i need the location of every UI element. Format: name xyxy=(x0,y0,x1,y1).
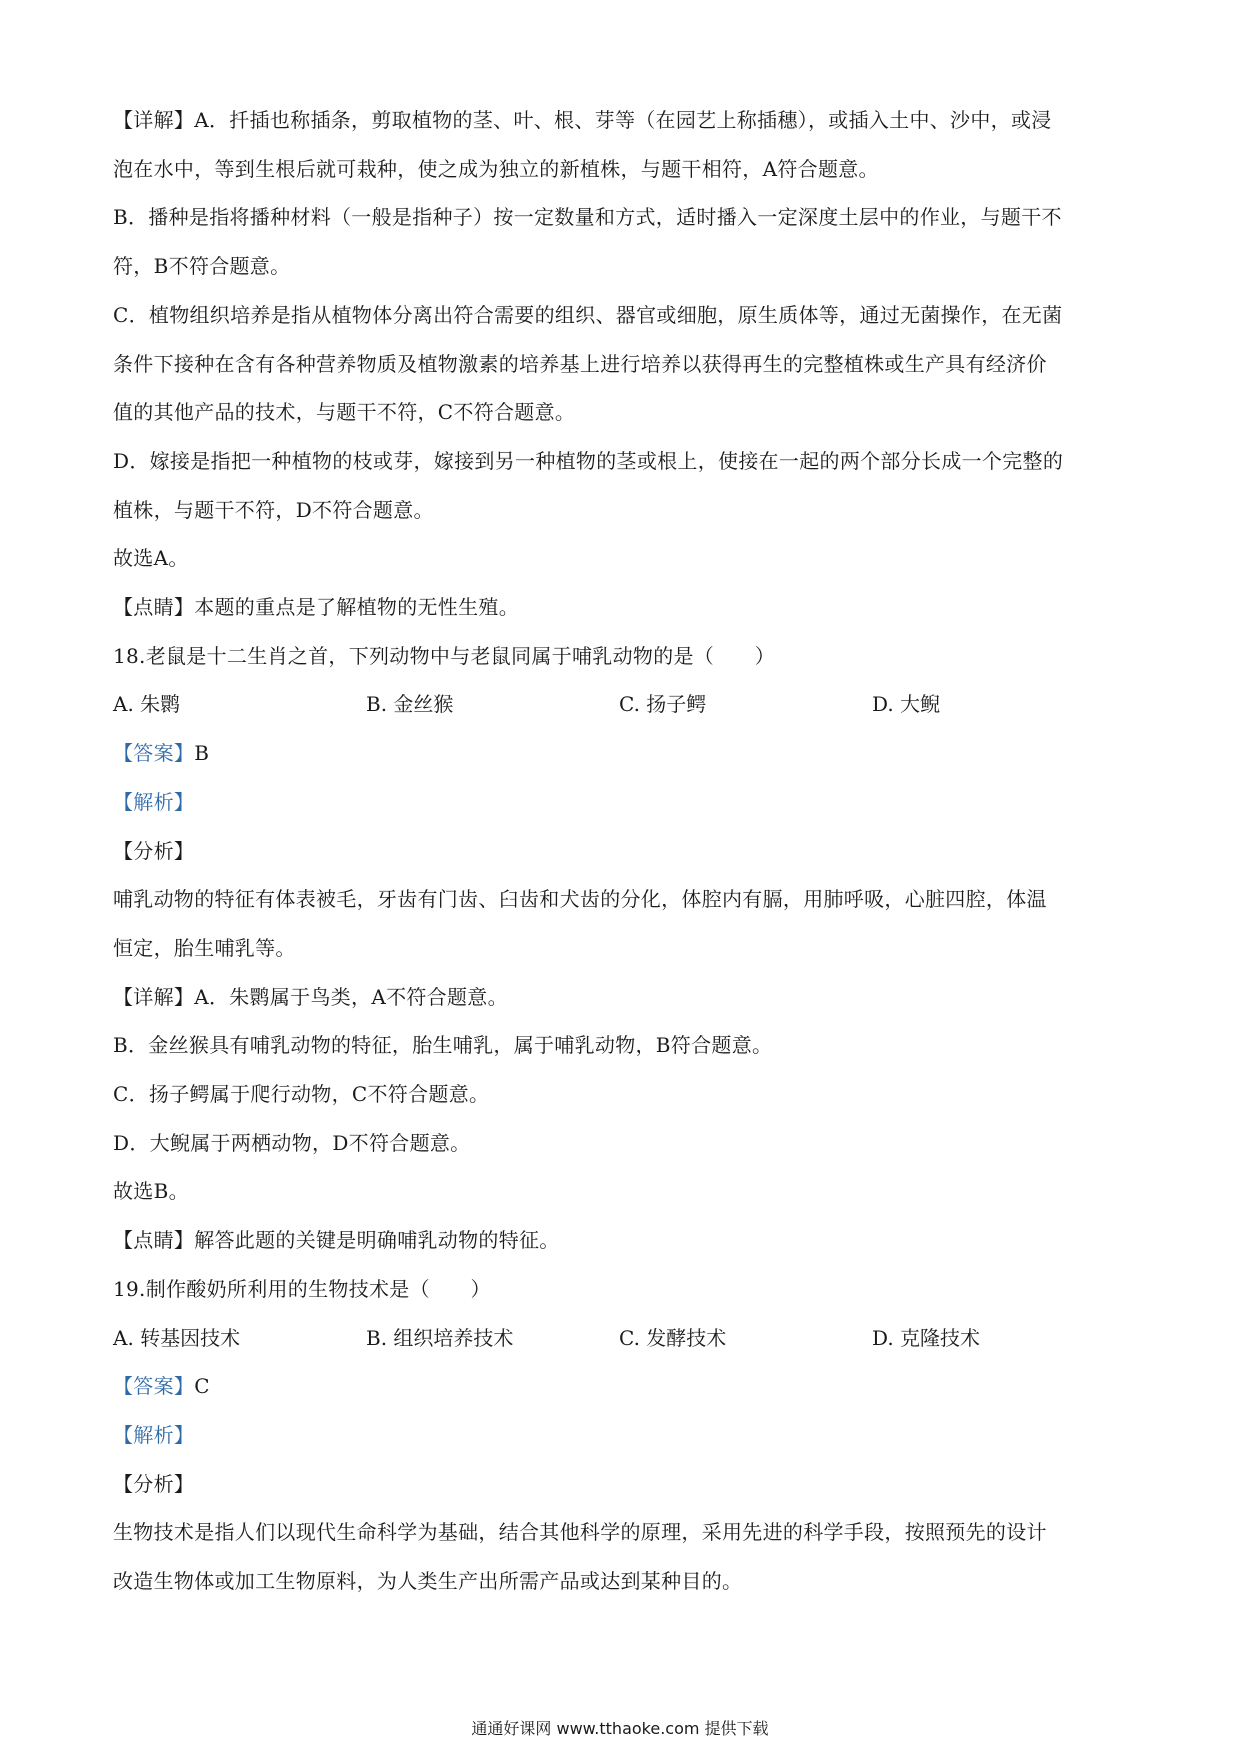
q19-fenxi-line1: 生物技术是指人们以现代生命科学为基础，结合其他科学的原理，采用先进的科学手段，按照预先的设计 xyxy=(113,1520,1047,1545)
q18-detail-d: D．大鲵属于两栖动物，D不符合题意。 xyxy=(113,1130,471,1155)
q17-detail-c-line2: 条件下接种在含有各种营养物质及植物激素的培养基上进行培养以获得再生的完整植株或生产具有经济价 xyxy=(113,351,1047,376)
q18-analysis-label: 【解析】 xyxy=(113,789,195,814)
q17-choice: 故选A。 xyxy=(113,546,189,571)
q17-detail-c-line1: C．植物组织培养是指从植物体分离出符合需要的组织、器官或细胞，原生质体等，通过无菌操作，在无菌 xyxy=(113,302,1063,327)
q18-options xyxy=(113,680,1133,729)
q19-option-a: A. 转基因技术 xyxy=(113,1325,241,1350)
q17-detail-b-line2: 符，B不符合题意。 xyxy=(113,254,291,279)
q19-fenxi-line2: 改造生物体或加工生物原料，为人类生产出所需产品或达到某种目的。 xyxy=(113,1569,743,1594)
page-footer: 通通好课网 www.tthaoke.com 提供下载 xyxy=(471,1719,769,1738)
q17-detail-a-line1: 【详解】A．扦插也称插条，剪取植物的茎、叶、根、芽等（在园艺上称插穗），或插入土中、沙中，或浸 xyxy=(113,108,1052,132)
q17-detail-a-line2: 泡在水中，等到生根后就可栽种，使之成为独立的新植株，与题干相符，A符合题意。 xyxy=(113,156,879,181)
q18-option-a: A. 朱鹮 xyxy=(113,692,181,717)
q19-option-d: D. 克隆技术 xyxy=(872,1325,981,1350)
q19-options xyxy=(113,1314,1133,1363)
q19-option-b: B. 组织培养技术 xyxy=(366,1325,514,1350)
q18-detail-a: 【详解】A．朱鹮属于鸟类，A不符合题意。 xyxy=(113,984,508,1009)
q18-question: 18.老鼠是十二生肖之首，下列动物中与老鼠同属于哺乳动物的是（ ） xyxy=(113,643,776,668)
q19-option-c: C. 发酵技术 xyxy=(619,1325,727,1350)
q18-fenxi-line1: 哺乳动物的特征有体表被毛，牙齿有门齿、臼齿和犬齿的分化，体腔内有膈，用肺呼吸，心脏四腔，体温 xyxy=(113,887,1047,912)
page-content xyxy=(113,96,1133,1606)
q18-option-c: C. 扬子鳄 xyxy=(619,692,707,717)
q19-answer-label: 【答案】 xyxy=(113,1374,195,1399)
q18-fenxi-label: 【分析】 xyxy=(113,838,195,863)
q19-question: 19.制作酸奶所利用的生物技术是（ ） xyxy=(113,1276,491,1301)
q18-detail-c: C．扬子鳄属于爬行动物，C不符合题意。 xyxy=(113,1082,490,1107)
q19-fenxi-label: 【分析】 xyxy=(113,1471,195,1496)
q18-detail-b: B．金丝猴具有哺乳动物的特征，胎生哺乳，属于哺乳动物，B符合题意。 xyxy=(113,1033,773,1058)
q17-detail-b-line1: B．播种是指将播种材料（一般是指种子）按一定数量和方式，适时播入一定深度土层中的作业，与题干不 xyxy=(113,205,1062,230)
q17-detail-c-line3: 值的其他产品的技术，与题干不符，C不符合题意。 xyxy=(113,400,576,425)
q19-answer xyxy=(113,1362,1133,1411)
q18-fenxi-line2: 恒定，胎生哺乳等。 xyxy=(113,935,296,960)
q19-analysis-label: 【解析】 xyxy=(113,1422,195,1447)
q17-detail-d-line2: 植株，与题干不符，D不符合题意。 xyxy=(113,497,434,522)
q17-comment: 【点睛】本题的重点是了解植物的无性生殖。 xyxy=(113,595,519,620)
q19-answer-value: C xyxy=(194,1374,210,1399)
q18-comment: 【点睛】解答此题的关键是明确哺乳动物的特征。 xyxy=(113,1228,560,1253)
q18-answer-label: 【答案】 xyxy=(113,741,195,766)
q18-option-b: B. 金丝猴 xyxy=(366,692,454,717)
q18-choice: 故选B。 xyxy=(113,1179,189,1204)
q18-option-d: D. 大鲵 xyxy=(872,692,941,717)
q17-detail-d-line1: D．嫁接是指把一种植物的枝或芽，嫁接到另一种植物的茎或根上，使接在一起的两个部分长成一个完整的 xyxy=(113,448,1064,473)
q18-answer-value: B xyxy=(194,741,210,766)
q18-answer xyxy=(113,729,1133,778)
